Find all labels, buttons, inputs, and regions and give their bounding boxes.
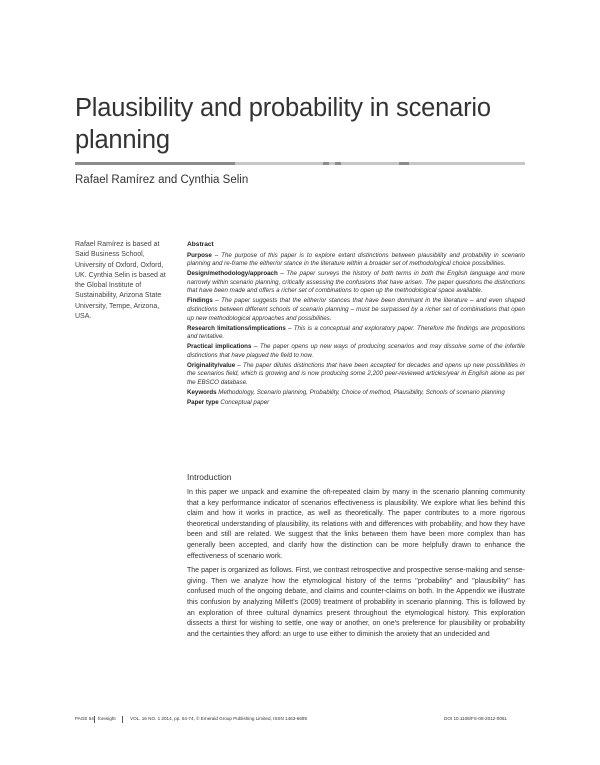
rule-segment: [409, 162, 525, 165]
abstract-purpose: [187, 252, 525, 269]
paragraph: In this paper we unpack and examine the oft-repeated claim by many in the scenario planning community that a key performance indicator of scenarios effectiveness is plausibility. We explore what lies behind this claim and how it works in practice, as well as theoretically. The paper contributes to a more rigorous theoretical understanding of plausibility, its relations with and differences with probability, and how they have been and still are related. We suggest that the links between them have been more complex than has generally been accepted, and clarify how the distinction can be more helpfully drawn to enhance the effectiveness of scenario work.: [187, 489, 525, 560]
introduction-heading: Introduction: [187, 472, 232, 482]
abstract-originality: [187, 362, 525, 388]
section-text: – The paper dilutes distinctions that have been accepted for decades and opens up new possibilities in the scenarios field, which is growing and is now producing some 2,200 peer-reviewed articles/year in English alone as per the EBSCO database.: [187, 361, 525, 386]
abstract-practical: [187, 343, 525, 360]
section-label: Research limitations/implications: [187, 324, 286, 332]
abstract-block: [187, 241, 525, 409]
abstract-findings: [187, 297, 525, 323]
section-text: Methodology, Scenario planning, Probability, Choice of method, Plausibility, Schools of scenario planning: [216, 388, 505, 396]
section-label: Paper type: [187, 398, 219, 406]
section-label: Originality/value: [187, 361, 236, 369]
paragraph: The paper is organized as follows. First, we contrast retrospective and prospective sense-making and sense-giving. Then we analyze how the etymological history of the terms ''probability'' and ''plausibility'' has confused much of the ongoing debate, and claims and counter-claims on both. In the Appendix we illustrate this confusion by analyzing Millett's (2009) treatment of probability in scenario planning. This is followed by an exploration of three cultural dynamics present throughout the etymological history. This exploration dissects a thirst for wishing to settle, one way or another, on one's preference for plausibility or probability and the certainties they afford: an urge to use either to diminish the anxiety that an undecided and: [187, 567, 525, 638]
rule-segment: [341, 162, 399, 165]
rule-segment: [235, 162, 323, 165]
section-label: Purpose: [187, 251, 212, 259]
paper-title: Plausibility and probability in scenario planning: [75, 94, 491, 154]
rule-segment: [75, 162, 235, 165]
section-label: Keywords: [187, 388, 217, 396]
journal-name: foresight: [98, 716, 116, 721]
author-affiliation-note: Rafael Ramírez is based at Said Business School, University of Oxford, Oxford, UK. Cynthia Selin is based at the Global Institute of Sustainability, Arizona State University, Tempe, Arizona, USA.: [75, 241, 166, 321]
section-text: – The purpose of this paper is to explore extant distinctions between plausibility and probability in scenario planning and re-frame the either/or stance in the literature within a broader set of methodological choice possibilities.: [187, 251, 525, 268]
abstract-keywords: [187, 389, 525, 398]
citation: VOL. 16 NO. 1 2014, pp. 54-74, © Emerald Group Publishing Limited, ISSN 1463-6689: [130, 716, 308, 721]
page-footer: [75, 716, 525, 726]
section-text: – The paper opens up new ways of producing scenarios and may dissolve some of the infertile distinctions that have plagued the field to now.: [187, 343, 525, 359]
abstract-heading: Abstract: [187, 241, 214, 248]
footer-divider: [94, 716, 95, 723]
section-label: Design/methodology/approach: [187, 270, 278, 278]
section-label: Findings: [187, 297, 213, 305]
footer-divider: [122, 716, 123, 723]
section-label: Practical implications: [187, 343, 252, 351]
title-rule: [75, 162, 525, 165]
section-text: – This is a conceptual and exploratory paper. Therefore the findings are propositions and tentative.: [187, 324, 525, 341]
abstract-limitations: [187, 325, 525, 342]
section-text: Conceptual paper: [218, 398, 270, 406]
rule-segment: [399, 162, 409, 165]
page-number: PAGE 54: [75, 716, 94, 721]
section-text: – The paper suggests that the either/or stances that have been dominant in the literature – and even shaped distinctions between different schools of scenario planning – must be surpassed by a richer set of combinations that open up new methodological approaches and possibilities.: [187, 297, 525, 322]
abstract-paper-type: [187, 399, 525, 408]
doi: DOI 10.1108/FS-08-2012-0061: [444, 716, 507, 721]
authors: Rafael Ramírez and Cynthia Selin: [75, 174, 249, 186]
section-text: – The paper surveys the history of both terms in both the English language and more narrowly within scenario planning, critically assessing the confusions that have arisen. The paper questions the distinctions that have been made and offers a richer set of combinations to open up the methodological space available.: [187, 270, 525, 295]
body-text: [187, 488, 525, 644]
abstract-design: [187, 270, 525, 296]
